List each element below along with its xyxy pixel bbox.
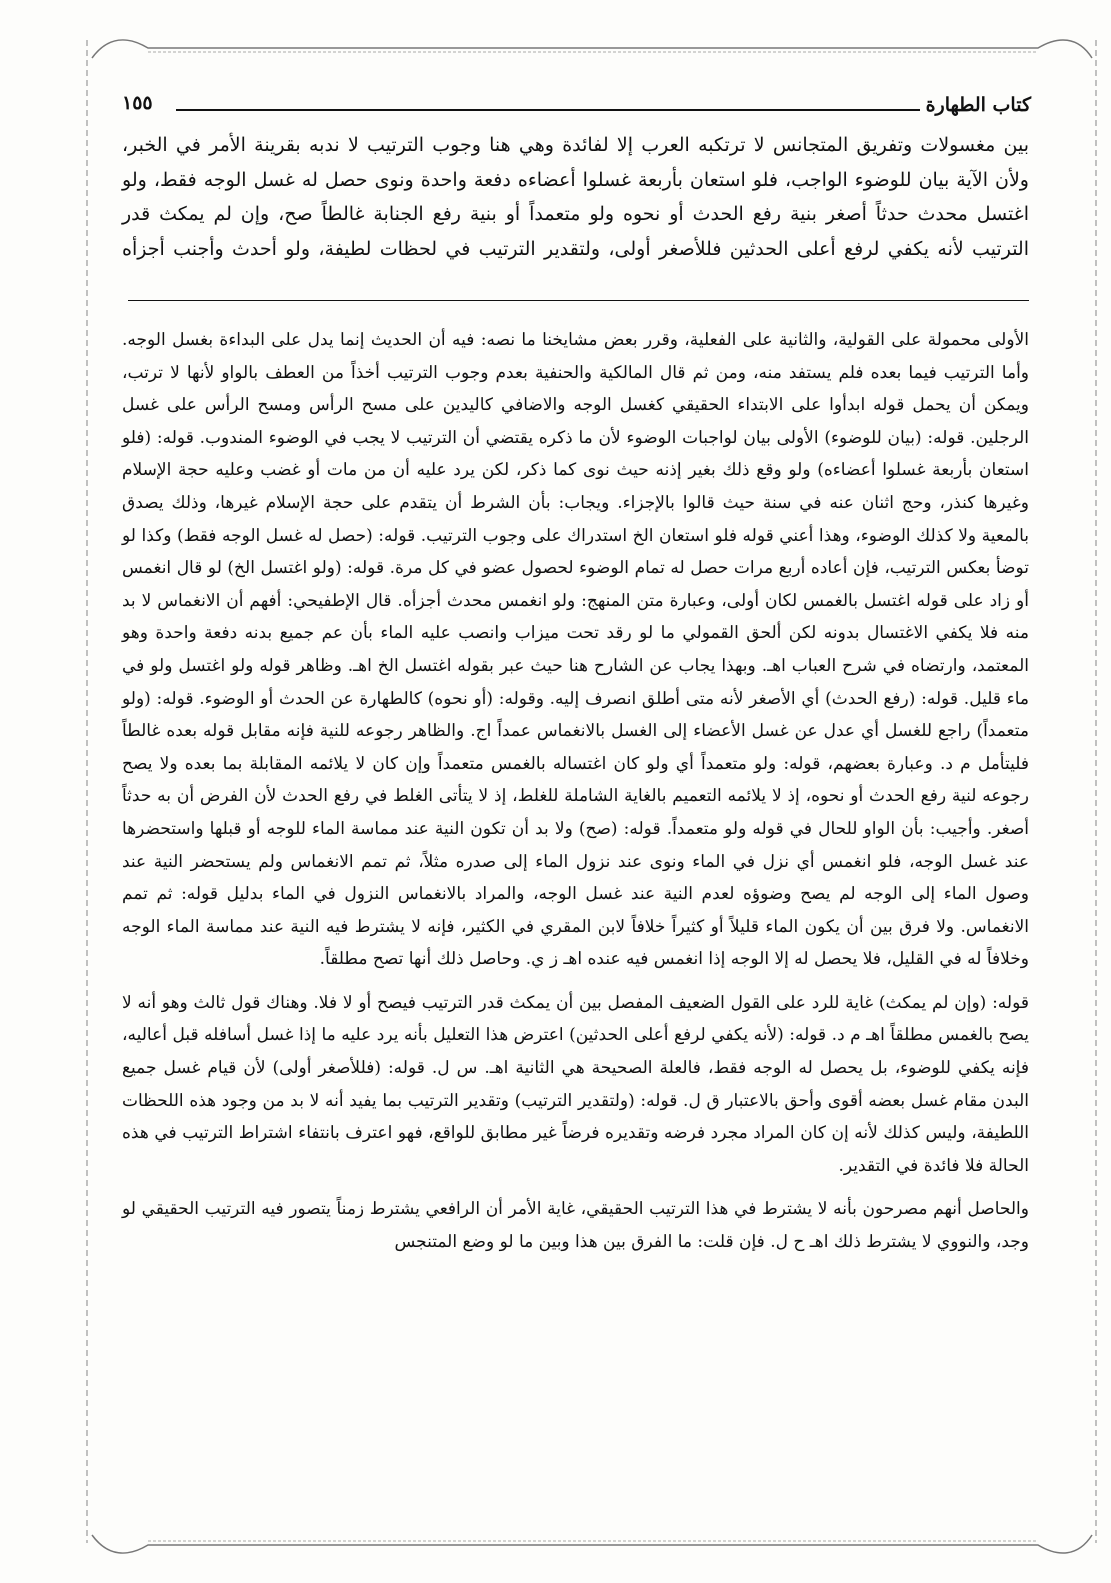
main-text-line: الترتيب لأنه يكفي لرفع أعلى الحدثين فللأصغر أولى، ولتقدير الترتيب في لحظات لطيفة، ولو أحدث وأجنب أجزأه (122, 237, 1029, 260)
running-header (122, 92, 1031, 122)
main-text-block (122, 128, 1029, 266)
main-text-line: بين مغسولات وتفريق المتجانس لا ترتكبه العرب إلا لفائدة وهي هنا وجوب الترتيب لا ندبه بقرينة الأمر في الخبر، (122, 134, 1029, 156)
main-text-line: اغتسل محدث حدثاً أصغر بنية رفع الحدث أو نحوه ولو متعمداً أو بنية رفع الجنابة غالطاً صح، وإن لم يمكث قدر (122, 203, 1029, 225)
top-ornament-border (88, 28, 1097, 72)
chapter-title: كتاب الطهارة (920, 94, 1031, 116)
commentary-paragraph: قوله: (وإن لم يمكث) غاية للرد على القول الضعيف المفصل بين أن يمكث قدر الترتيب فيصح أو لا فلا. وهناك قول ثالث وهو أنه لا يصح بالغمس مطلقاً اهـ م د. قوله: (لأنه يكفي لرفع أعلى الحدثين) اعترض هذا التعليل بأنه يرد عليه ما إذا غسل أسافله قبل أعاليه، فإنه يكفي للوضوء، بل يحصل له الوجه فقط، فالعلة الصحيحة هي الثانية اهـ. س ل. قوله: (فللأصغر أولى) لأن قيام غسل جميع البدن مقام غسل بعضه أقوى وأحق بالاعتبار ق ل. قوله: (ولتقدير الترتيب) وتقدير الترتيب بما يفيد أنه لا بد من وجود هذه اللحظات اللطيفة، وليس كذلك لأنه إن كان المراد مجرد فرضه وتقديره فرضاً غير مطابق للواقع، فهو اعترف بانتفاء اشتراط الترتيب في هذه الحالة فلا فائدة في التقدير. (122, 992, 1029, 1176)
commentary-block (122, 324, 1029, 1259)
commentary-paragraph: الأولى محمولة على القولية، والثانية على الفعلية، وقرر بعض مشايخنا ما نصه: فيه أن الحديث إنما يدل على البداءة بغسل الوجه. وأما الترتيب فيما بعده فلم يستفد منه، ومن ثم قال المالكية والحنفية بعدم وجوب الترتيب أخذاً من العطف بالواو لأنها لا ترتب، ويمكن أن يحمل قوله ابدأوا على الابتداء الحقيقي كغسل الوجه والاضافي كاليدين على مسح الرأس ومسح الرأس على غسل الرجلين. قوله: (بيان للوضوء) الأولى بيان لواجبات الوضوء لأن ما ذكره يقتضي أن الترتيب لا يجب في الوضوء المندوب. قوله: (فلو استعان بأربعة غسلوا أعضاءه) ولو وقع ذلك بغير إذنه حيث نوى كما ذكر، لكن يرد عليه أن من مات أو غضب وعليه حجة الإسلام وغيرها كنذر، وحج اثنان عنه في سنة حيث قالوا بالإجزاء. ويجاب: بأن الشرط أن يتقدم على حجة الإسلام غيرها، وذلك يصدق بالمعية ولا كذلك الوضوء، وهذا أعني قوله فلو استعان الخ استدراك على وجوب الترتيب. قوله: (حصل له غسل الوجه فقط) وكذا لو توضأ بعكس الترتيب، فإن أعاده أربع مرات حصل له تمام الوضوء لحصول عضو في كل مرة. قوله: (ولو اغتسل الخ) لو قال انغمس أو زاد على قوله اغتسل بالغمس لكان أولى، وعبارة متن المنهج: ولو انغمس محدث أجزأه. قال الإطفيحي: أفهم أن الانغماس لا بد منه فلا يكفي الاغتسال بدونه لكن ألحق القمولي ما لو رقد تحت ميزاب وانصب عليه الماء بأن عم جميع بدنه دفعة واحدة وهو المعتمد، وارتضاه في شرح العباب اهـ. وبهذا يجاب عن الشارح هنا حيث عبر بقوله اغتسل الخ اهـ. وظاهر قوله ولو اغتسل ولو في ماء قليل. قوله: (رفع الحدث) أي الأصغر لأنه متى أطلق انصرف إليه. وقوله: (أو نحوه) كالطهارة عن الحدث أو الوضوء. قوله: (ولو متعمداً) راجع للغسل أي عدل عن غسل الأعضاء إلى الغسل بالانغماس عمداً اج. والظاهر رجوعه للنية فإنه مقابل قوله بعده غالطاً فليتأمل م د. وعبارة بعضهم، قوله: ولو متعمداً أي ولو كان اغتساله بالغمس متعمداً وإن كان لا يلائمه المقابلة بما بعده ولا يصح رجوعه لنية رفع الحدث أو نحوه، إذ لا يلائمه التعميم بالغاية الشاملة للغلط، إذ لا يتأتى الغلط في رفع الحدث لأن الفرض أن به حدثاً أصغر. وأجيب: بأن الواو للحال في قوله ولو متعمداً. قوله: (صح) ولا بد أن تكون النية عند مماسة الماء للوجه أو قبلها واستحضرها عند غسل الوجه، فلو انغمس أي نزل في الماء ونوى عند نزول الماء إلى صدره مثلاً، ثم تمم الانغماس ولم يستحضر النية عند وصول الماء إلى الوجه لم يصح وضوؤه لعدم النية عند غسل الوجه، والمراد بالانغماس النزول في الماء بدليل قوله: ثم تمم الانغماس. ولا فرق بين أن يكون الماء قليلاً أو كثيراً خلافاً لابن المقري في الكثير، فإنه لا يشترط فيه النية عند مماسة الماء الوجه وخلافاً له في القليل، فلا يحصل له إلا الوجه إذا انغمس فيه عنده اهـ ز ي. وحاصل ذلك أنها تصح مطلقاً. (122, 330, 1029, 970)
commentary-paragraph: والحاصل أنهم مصرحون بأنه لا يشترط في هذا الترتيب الحقيقي، غاية الأمر أن الرافعي يشترط زمناً يتصور فيه الترتيب الحقيقي لو وجد، والنووي لا يشترط ذلك اهـ ح ل. فإن قلت: ما الفرق بين هذا وبين ما لو وضع المتنجس (122, 1199, 1029, 1253)
header-rule (176, 109, 935, 111)
main-text-line: ولأن الآية بيان للوضوء الواجب، فلو استعان بأربعة غسلوا أعضاءه دفعة واحدة ونوى حصل له غسل الوجه فقط، ولو (122, 168, 1029, 191)
left-ornament-border (78, 40, 96, 1543)
bottom-ornament-border (88, 1521, 1097, 1565)
text-separator-rule (128, 300, 1029, 301)
right-ornament-border (1087, 40, 1105, 1543)
page-number: ١٥٥ (122, 92, 153, 114)
